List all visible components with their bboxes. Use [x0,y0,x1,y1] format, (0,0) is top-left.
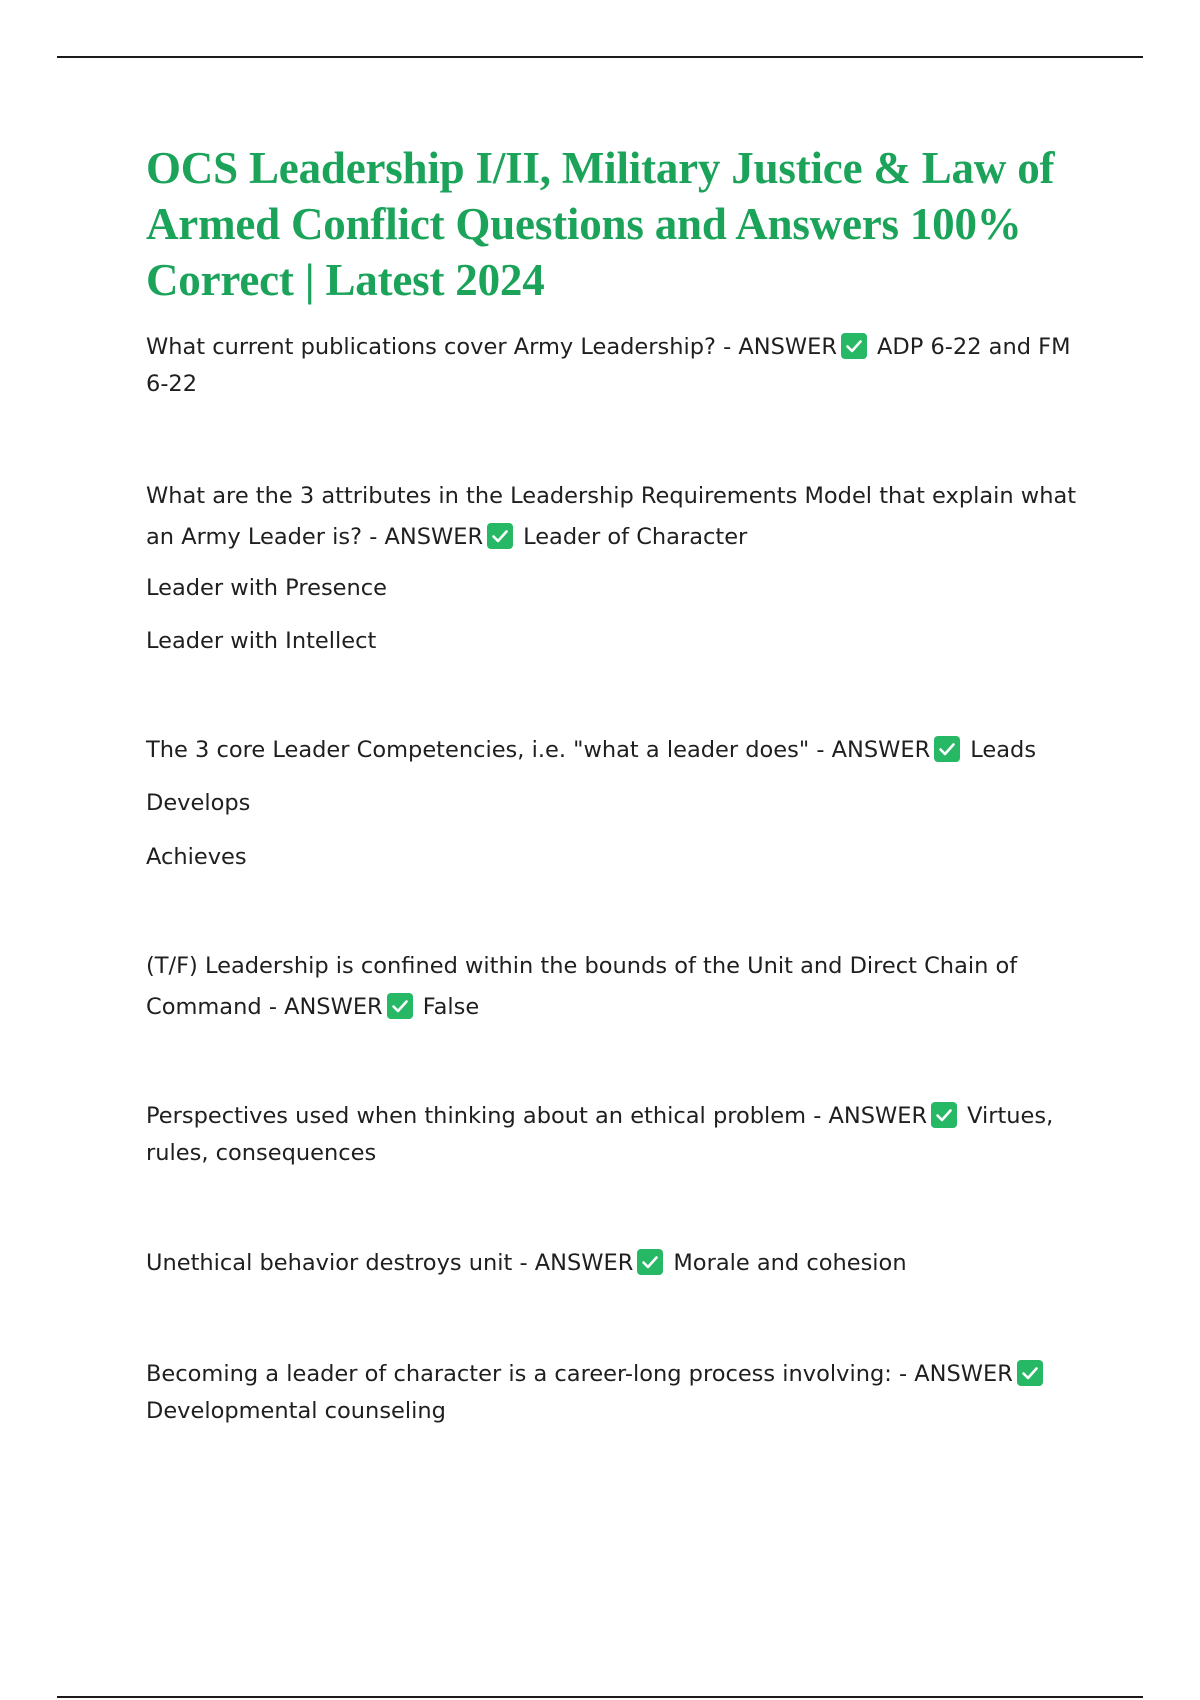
document-body [146,140,1086,1430]
answer-text: Leads [970,737,1037,763]
qa-item [146,732,1086,876]
answer-line: Leader with Intellect [146,628,377,654]
answer-marker: - ANSWER [816,737,931,763]
answer-text: False [422,994,480,1020]
answer-text: Virtues, rules, consequences [146,1103,1054,1166]
answer-marker: - ANSWER [268,994,383,1020]
answer-marker: - ANSWER [369,524,484,550]
bottom-rule [57,1696,1143,1698]
check-mark-icon [487,523,513,549]
question-text: What are the 3 attributes in the Leadership Requirements Model that explain what an Army Leader is? [146,483,1077,550]
answer-line: Achieves [146,844,247,870]
answer-line: Develops [146,790,251,816]
question-text: Perspectives used when thinking about an ethical problem [146,1103,807,1129]
check-mark-icon [841,333,867,359]
answer-text: ADP 6-22 and FM 6-22 [146,334,1071,397]
qa-item [146,329,1086,403]
check-mark-icon [387,993,413,1019]
qa-item [146,946,1086,1028]
qa-item [146,1356,1086,1430]
answer-text: Leader of Character [523,524,748,550]
answer-marker: - ANSWER [813,1103,928,1129]
answer-text: Morale and cohesion [673,1250,907,1276]
top-rule [57,56,1143,58]
answer-marker: - ANSWER [519,1250,634,1276]
qa-item [146,476,1086,660]
document-title: OCS Leadership I/II, Military Justice & Law of Armed Conflict Questions and Answers 100% Correct | Latest 2024 [146,143,1055,305]
question-text: Becoming a leader of character is a career-long process involving: [146,1361,892,1387]
check-mark-icon [931,1102,957,1128]
question-text: Unethical behavior destroys unit [146,1250,513,1276]
check-mark-icon [934,736,960,762]
answer-text: Developmental counseling [146,1398,446,1424]
question-text: What current publications cover Army Leadership? [146,334,716,360]
answer-marker: - ANSWER [723,334,838,360]
qa-item [146,1098,1086,1172]
question-text: (T/F) Leadership is confined within the bounds of the Unit and Direct Chain of Command [146,953,1018,1020]
question-text: The 3 core Leader Competencies, i.e. "what a leader does" [146,737,810,763]
check-mark-icon [1017,1360,1043,1386]
answer-marker: - ANSWER [898,1361,1013,1387]
answer-line: Leader with Presence [146,575,387,601]
qa-item [146,1245,1086,1282]
check-mark-icon [637,1249,663,1275]
